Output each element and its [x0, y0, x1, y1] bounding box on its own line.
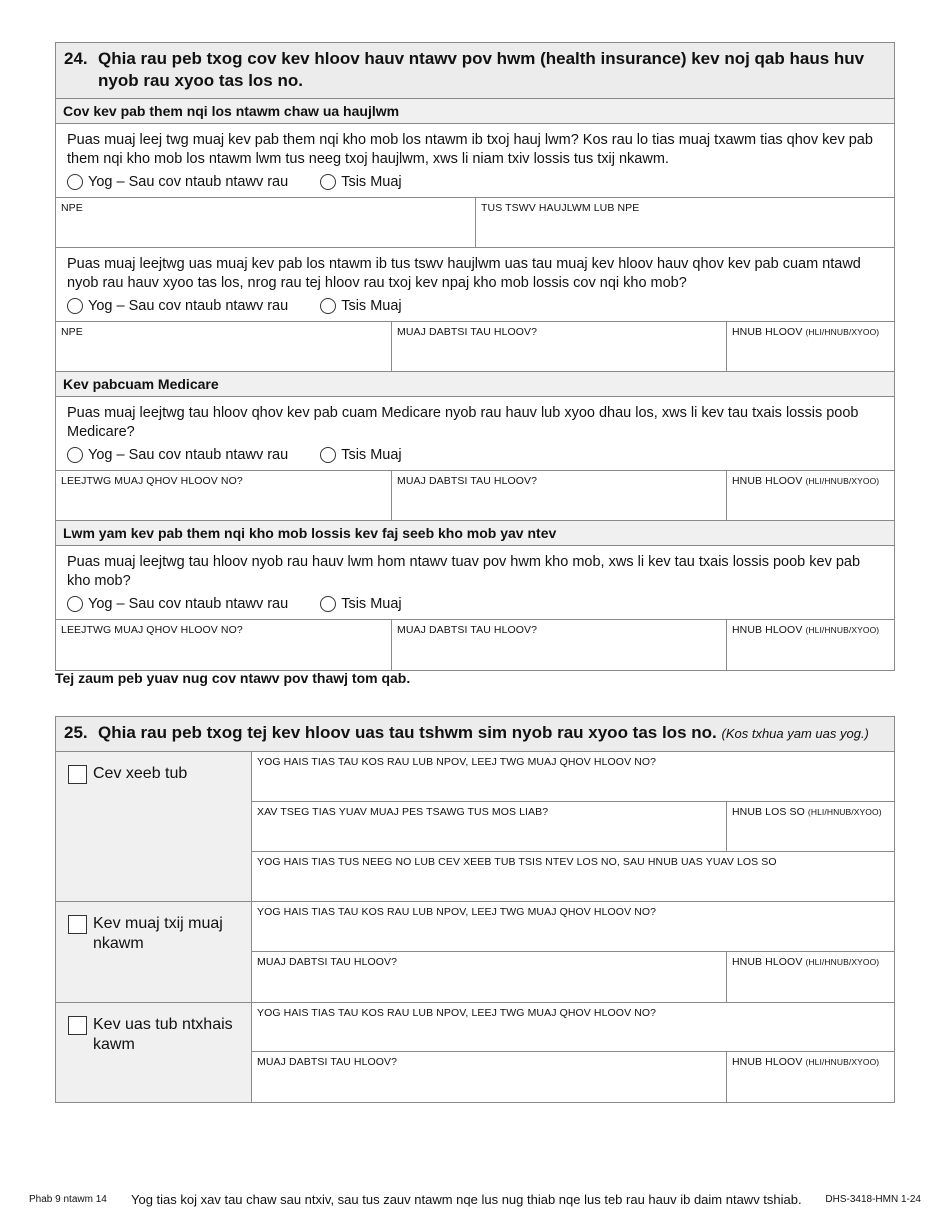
marriage-group — [56, 902, 894, 1003]
field-label: YOG HAIS TIAS TAU KOS RAU LUB NPOV, LEEJ TWG MUAJ QHOV HLOOV NO? — [257, 906, 657, 918]
date-format: (HLI/HNUB/XYOO) — [805, 327, 880, 337]
field-label: HNUB HLOOV — [732, 475, 803, 487]
yes-radio[interactable] — [67, 446, 288, 465]
question-25-heading — [56, 717, 894, 752]
checkbox-icon[interactable] — [68, 765, 87, 784]
field-label: LEEJTWG MUAJ QHOV HLOOV NO? — [61, 624, 243, 636]
field-label: YOG HAIS TIAS TUS NEEG NO LUB CEV XEEB TUB TSIS NTEV LOS NO, SAU HNUB UAS YUAV LOS SO — [257, 856, 777, 868]
change-date-field[interactable] — [727, 322, 894, 371]
question-text: Puas muaj leejtwg tau hloov nyob rau hauv lwm hom ntawv tuav pov hwm kho mob, xws li kev tau txais lossis poob kev pab kho mob? — [67, 554, 861, 589]
field-label: HNUB HLOOV — [732, 624, 803, 636]
what-changed-field[interactable] — [392, 620, 727, 670]
no-radio[interactable] — [320, 595, 401, 614]
no-label: Tsis Muaj — [341, 446, 402, 463]
marriage-checkbox-cell[interactable] — [56, 902, 252, 1002]
date-format: (HLI/HNUB/XYOO) — [807, 807, 882, 817]
question-text: Puas muaj leej twg muaj kev pab them nqi kho mob los ntawm ib txoj hauj lwm? Kos rau lo tias muaj txawm tias qhov kev pab them nqi kho mob los ntawm lwm tus neeg txoj haujlwm, xws li niam txiv lossis tus txij nkawm. — [67, 132, 873, 167]
field-label: HNUB HLOOV — [732, 956, 803, 968]
radio-circle-icon[interactable] — [67, 596, 83, 612]
other-coverage-heading: Lwm yam kev pab them nqi kho mob lossis kev faj seeb kho mob yav ntev — [56, 521, 894, 546]
field-label: HNUB LOS SO — [732, 806, 805, 818]
question-text: Puas muaj leejtwg tau hloov qhov kev pab cuam Medicare nyob rau hauv lub xyoo dhau los, xws li kev tau txais lossis poob Medicare? — [67, 405, 859, 440]
who-changed-row — [252, 902, 894, 952]
who-changed-field[interactable] — [252, 902, 894, 951]
what-changed-field[interactable] — [252, 1052, 727, 1102]
student-group — [56, 1003, 894, 1102]
field-label: MUAJ DABTSI TAU HLOOV? — [397, 475, 538, 487]
change-date-field[interactable] — [727, 471, 894, 520]
no-radio[interactable] — [320, 297, 401, 316]
radio-group — [67, 445, 884, 465]
radio-group — [67, 594, 884, 614]
other-coverage-fields — [56, 620, 894, 670]
yes-label: Yog – Sau cov ntaub ntawv rau — [88, 446, 289, 463]
footer-message: Yog tias koj xav tau chaw sau ntxiv, sau tus zauv ntawm nqe lus nug thiab nqe lus teb rau hauv ib daim ntawv tshiab. — [131, 1192, 802, 1207]
date-format: (HLI/HNUB/XYOO) — [805, 625, 880, 635]
job-coverage-heading: Cov kev pab them nqi los ntawm chaw ua haujlwm — [56, 99, 894, 124]
job-coverage-question — [56, 124, 894, 198]
field-label: LEEJTWG MUAJ QHOV HLOOV NO? — [61, 475, 243, 487]
medicare-heading: Kev pabcuam Medicare — [56, 372, 894, 397]
field-label: YOG HAIS TIAS TAU KOS RAU LUB NPOV, LEEJ TWG MUAJ QHOV HLOOV NO? — [257, 1007, 657, 1019]
question-title-cont: nyob rau xyoo tas los no. — [98, 71, 303, 90]
checkbox-icon[interactable] — [68, 1016, 87, 1035]
field-label: YOG HAIS TIAS TAU KOS RAU LUB NPOV, LEEJ TWG MUAJ QHOV HLOOV NO? — [257, 756, 657, 768]
no-label: Tsis Muaj — [341, 595, 402, 612]
question-title: Qhia rau peb txog cov kev hloov hauv ntawv pov hwm (health insurance) kev noj qab haus huv — [98, 49, 865, 68]
change-date-field[interactable] — [727, 620, 894, 670]
field-label: MUAJ DABTSI TAU HLOOV? — [397, 326, 538, 338]
name-field[interactable] — [56, 322, 392, 371]
what-changed-field[interactable] — [252, 952, 727, 1002]
question-number: 24. — [64, 49, 88, 68]
what-changed-row — [252, 1052, 894, 1102]
field-label: HNUB HLOOV — [732, 1056, 803, 1068]
checkbox-label: Cev xeeb tub — [93, 765, 188, 782]
who-changed-field[interactable] — [252, 752, 894, 801]
who-changed-field[interactable] — [252, 1003, 894, 1051]
question-title: Qhia rau peb txog tej kev hloov uas tau tshwm sim nyob rau xyoo tas los no. — [98, 723, 717, 742]
no-radio[interactable] — [320, 446, 401, 465]
who-changed-field[interactable] — [56, 620, 392, 670]
babies-expected-field[interactable] — [252, 802, 727, 851]
employer-name-field[interactable] — [476, 198, 894, 247]
question-text: Puas muaj leejtwg uas muaj kev pab los ntawm ib tus tswv haujlwm uas tau muaj kev hloov hauv qhov kev pab cuam ntawd nyob rau hauv xyoo tas los, nrog rau tej hloov rau txoj kev npaj kho mob lossis cov nqi kho mob? — [67, 256, 861, 291]
pregnancy-group — [56, 752, 894, 902]
employer-change-question — [56, 248, 894, 322]
radio-circle-icon[interactable] — [320, 174, 336, 190]
medicare-fields — [56, 471, 894, 521]
field-label: MUAJ DABTSI TAU HLOOV? — [257, 956, 398, 968]
radio-circle-icon[interactable] — [320, 596, 336, 612]
recent-pregnancy-row — [252, 852, 894, 901]
question-24-heading — [56, 43, 894, 99]
question-24-section — [55, 42, 895, 671]
field-label: TUS TSWV HAUJLWM LUB NPE — [481, 202, 640, 214]
change-date-field[interactable] — [727, 952, 894, 1002]
field-label: NPE — [61, 326, 83, 338]
who-changed-row — [252, 752, 894, 802]
checkbox-icon[interactable] — [68, 915, 87, 934]
no-label: Tsis Muaj — [341, 173, 402, 190]
what-changed-field[interactable] — [392, 471, 727, 520]
form-id: DHS-3418-HMN 1-24 — [825, 1194, 921, 1205]
date-format: (HLI/HNUB/XYOO) — [805, 957, 880, 967]
radio-circle-icon[interactable] — [320, 447, 336, 463]
field-label: XAV TSEG TIAS YUAV MUAJ PES TSAWG TUS MOS LIAB? — [257, 806, 549, 818]
radio-group — [67, 296, 884, 316]
what-changed-row — [252, 952, 894, 1002]
field-label: HNUB HLOOV — [732, 326, 803, 338]
radio-circle-icon[interactable] — [320, 298, 336, 314]
field-label: MUAJ DABTSI TAU HLOOV? — [257, 1056, 398, 1068]
who-changed-field[interactable] — [56, 471, 392, 520]
radio-circle-icon[interactable] — [67, 447, 83, 463]
yes-label: Yog – Sau cov ntaub ntawv rau — [88, 595, 289, 612]
radio-circle-icon[interactable] — [67, 298, 83, 314]
change-date-field[interactable] — [727, 1052, 894, 1102]
recent-pregnancy-field[interactable] — [252, 852, 894, 901]
other-coverage-question — [56, 546, 894, 620]
name-field[interactable] — [56, 198, 476, 247]
yes-radio[interactable] — [67, 297, 288, 316]
radio-group — [67, 172, 884, 192]
yes-label: Yog – Sau cov ntaub ntawv rau — [88, 173, 289, 190]
yes-radio[interactable] — [67, 595, 288, 614]
yes-radio[interactable] — [67, 173, 288, 192]
babies-row — [252, 802, 894, 852]
employer-change-fields — [56, 322, 894, 372]
who-changed-row — [252, 1003, 894, 1052]
checkbox-label: Kev uas tub ntxhais kawm — [93, 1016, 233, 1053]
field-label: NPE — [61, 202, 83, 214]
page-number: Phab 9 ntawm 14 — [29, 1194, 107, 1205]
field-label: MUAJ DABTSI TAU HLOOV? — [397, 624, 538, 636]
job-coverage-fields — [56, 198, 894, 248]
yes-label: Yog – Sau cov ntaub ntawv rau — [88, 297, 289, 314]
no-radio[interactable] — [320, 173, 401, 192]
radio-circle-icon[interactable] — [67, 174, 83, 190]
date-format: (HLI/HNUB/XYOO) — [805, 1057, 880, 1067]
question-number: 25. — [64, 723, 88, 742]
checkbox-label: Kev muaj txij muaj nkawm — [93, 915, 223, 952]
due-date-field[interactable] — [727, 802, 894, 851]
no-label: Tsis Muaj — [341, 297, 402, 314]
pregnancy-checkbox-cell[interactable] — [56, 752, 252, 901]
what-changed-field[interactable] — [392, 322, 727, 371]
proof-note: Tej zaum peb yuav nug cov ntawv pov thawj tom qab. — [55, 670, 411, 686]
question-note: (Kos txhua yam uas yog.) — [721, 726, 869, 741]
question-25-section — [55, 716, 895, 1103]
student-checkbox-cell[interactable] — [56, 1003, 252, 1102]
medicare-question — [56, 397, 894, 471]
date-format: (HLI/HNUB/XYOO) — [805, 476, 880, 486]
